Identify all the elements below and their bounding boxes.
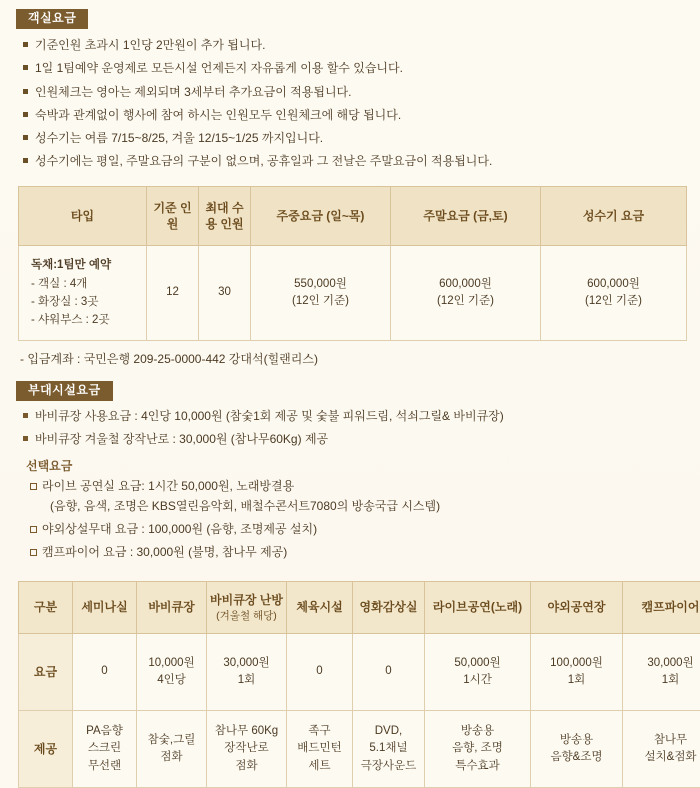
room-price-table	[18, 186, 687, 341]
col-division: 구분	[19, 581, 73, 633]
col-bbq-heating	[207, 581, 287, 633]
value-line3: 점화	[235, 760, 257, 772]
cell-price-bbq	[137, 633, 207, 710]
list-item	[30, 521, 684, 538]
col-outdoor-stage: 야외공연장	[531, 581, 623, 633]
col-weekday: 주중요금 (일~목)	[251, 187, 391, 246]
table-header-row	[19, 581, 700, 633]
list-item: 바비큐장 겨울철 장작난로 : 30,000원 (참나무60Kg) 제공	[22, 431, 684, 447]
cell-standard-people: 12	[147, 246, 199, 341]
col-max-people-label: 최대 수용 인원	[205, 201, 243, 231]
col-max-people	[199, 187, 251, 246]
col-weekend: 주말요금 (금,토)	[391, 187, 541, 246]
value-line2: 스크린	[88, 742, 121, 754]
list-item: 성수기는 여름 7/15~8/25, 겨울 12/15~1/25 까지입니다.	[22, 130, 684, 146]
value-line1: 족구	[308, 725, 330, 737]
cell-price-outdoor	[531, 633, 623, 710]
cell-provided-seminar	[73, 710, 137, 787]
value-line3: 무선랜	[88, 760, 121, 772]
peak-price: 600,000원	[587, 278, 640, 290]
weekend-price: 600,000원	[439, 278, 492, 290]
list-item: 성수기에는 평일, 주말요금의 구분이 없으며, 공휴일과 그 전날은 주말요금이 적용됩니다.	[22, 153, 684, 169]
weekday-price: 550,000원	[294, 278, 347, 290]
col-standard-people	[147, 187, 199, 246]
value-line1: PA음향	[86, 725, 123, 737]
cell-peak-price	[541, 246, 687, 341]
row-label-price: 요금	[19, 633, 73, 710]
value-line1: 0	[101, 665, 107, 677]
value-line1: 30,000원	[647, 657, 693, 669]
facility-price-table	[18, 581, 700, 788]
value-line1: 50,000원	[454, 657, 500, 669]
col-peak: 성수기 요금	[541, 187, 687, 246]
value-line2: 점화	[160, 751, 182, 763]
cell-provided-campfire	[623, 710, 700, 787]
optional-fee-main: 야외상설무대 요금 : 100,000원 (음향, 조명제공 설치)	[42, 522, 317, 536]
rooms-section-tag: 객실요금	[16, 9, 88, 29]
col-sports: 체육시설	[287, 581, 353, 633]
room-type-line3: - 샤워부스 : 2곳	[31, 314, 110, 326]
rooms-notes-list	[16, 37, 684, 169]
optional-fee-sub: (음향, 음색, 조명은 KBS열린음악회, 배철수콘서트7080의 방송국급 시스템)	[42, 498, 684, 515]
value-line2: 설치&점화	[644, 751, 696, 763]
cell-price-seminar	[73, 633, 137, 710]
value-line1: 참나무	[654, 734, 687, 746]
table-header-row	[19, 187, 687, 246]
table-row	[19, 633, 700, 710]
value-line3: 세트	[308, 760, 330, 772]
cell-weekday-price	[251, 246, 391, 341]
cell-price-movie	[353, 633, 425, 710]
optional-fee-list	[16, 478, 684, 560]
optional-fee-main: 캠프파이어 요금 : 30,000원 (불명, 참나무 제공)	[42, 545, 287, 559]
col-bbq-heating-label: 바비큐장 난방	[210, 593, 283, 607]
weekend-price-note: (12인 기준)	[437, 295, 494, 307]
optional-fee-title: 선택요금	[26, 457, 684, 474]
list-item	[30, 478, 684, 515]
cell-provided-live	[425, 710, 531, 787]
col-live-performance: 라이브공연(노래)	[425, 581, 531, 633]
cell-weekend-price	[391, 246, 541, 341]
value-line1: 0	[385, 665, 391, 677]
col-bbq: 바비큐장	[137, 581, 207, 633]
cell-provided-sports	[287, 710, 353, 787]
optional-fee-main: 라이브 공연실 요금: 1시간 50,000원, 노래방결용	[42, 479, 294, 493]
value-line2: 5.1채널	[369, 742, 407, 754]
value-line2: 1시간	[463, 674, 492, 686]
list-item: 인원체크는 영아는 제외되며 3세부터 추가요금이 적용됩니다.	[22, 84, 684, 100]
value-line2: 4인당	[157, 674, 186, 686]
cell-provided-bbq	[137, 710, 207, 787]
facility-section-tag: 부대시설요금	[16, 381, 113, 401]
value-line2: 1회	[238, 674, 256, 686]
cell-price-live	[425, 633, 531, 710]
col-movie-room: 영화감상실	[353, 581, 425, 633]
value-line2: 음향&조명	[550, 751, 602, 763]
value-line3: 특수효과	[455, 760, 499, 772]
value-line2: 배드민턴	[297, 742, 341, 754]
cell-price-bbq-heating	[207, 633, 287, 710]
value-line1: DVD,	[375, 725, 402, 737]
cell-provided-movie	[353, 710, 425, 787]
value-line3: 극장사운드	[361, 760, 417, 772]
value-line1: 참나무 60Kg	[215, 725, 278, 737]
list-item: 바비큐장 사용요금 : 4인당 10,000원 (참숯1회 제공 및 숯불 피워드림, 석쇠그릴& 바비큐장)	[22, 408, 684, 424]
value-line1: 방송용	[560, 734, 593, 746]
rooms-section-header	[16, 0, 684, 37]
col-campfire: 캠프파이어	[623, 581, 700, 633]
col-seminar-room: 세미나실	[73, 581, 137, 633]
value-line1: 10,000원	[148, 657, 194, 669]
list-item: 기준인원 초과시 1인당 2만원이 추가 됩니다.	[22, 37, 684, 53]
cell-provided-outdoor	[531, 710, 623, 787]
col-bbq-heating-note: (겨울철 해당)	[209, 609, 284, 623]
room-type-title: 독채:1팀만 예약	[31, 259, 111, 271]
value-line2: 음향, 조명	[452, 742, 503, 754]
room-type-line1: - 객실 : 4개	[31, 278, 87, 290]
col-standard-people-label: 기준 인원	[153, 201, 191, 231]
list-item: 1일 1팀예약 운영제로 모든시설 언제든지 자유롭게 이용 할수 있습니다.	[22, 60, 684, 76]
table-row	[19, 710, 700, 787]
list-item	[30, 544, 684, 561]
value-line2: 장작난로	[224, 742, 268, 754]
cell-max-people: 30	[199, 246, 251, 341]
row-label-provided: 제공	[19, 710, 73, 787]
room-type-line2: - 화장실 : 3곳	[31, 296, 98, 308]
cell-provided-bbq-heating	[207, 710, 287, 787]
value-line1: 참숯,그릴	[148, 734, 196, 746]
cell-price-sports	[287, 633, 353, 710]
bank-account-line: - 입금계좌 : 국민은행 209-25-0000-442 강대석(힐랜리스)	[20, 350, 684, 367]
facility-notes-list	[16, 408, 684, 447]
cell-price-campfire	[623, 633, 700, 710]
weekday-price-note: (12인 기준)	[292, 295, 349, 307]
col-type: 타입	[19, 187, 147, 246]
list-item: 숙박과 관계없이 행사에 참여 하시는 인원모두 인원체크에 해당 됩니다.	[22, 107, 684, 123]
value-line1: 100,000원	[550, 657, 603, 669]
cell-room-type	[19, 246, 147, 341]
value-line2: 1회	[568, 674, 586, 686]
facility-section-header	[16, 367, 684, 408]
peak-price-note: (12인 기준)	[585, 295, 642, 307]
value-line1: 30,000원	[223, 657, 269, 669]
value-line1: 0	[316, 665, 322, 677]
value-line2: 1회	[662, 674, 680, 686]
table-row	[19, 246, 687, 341]
value-line1: 방송용	[461, 725, 494, 737]
